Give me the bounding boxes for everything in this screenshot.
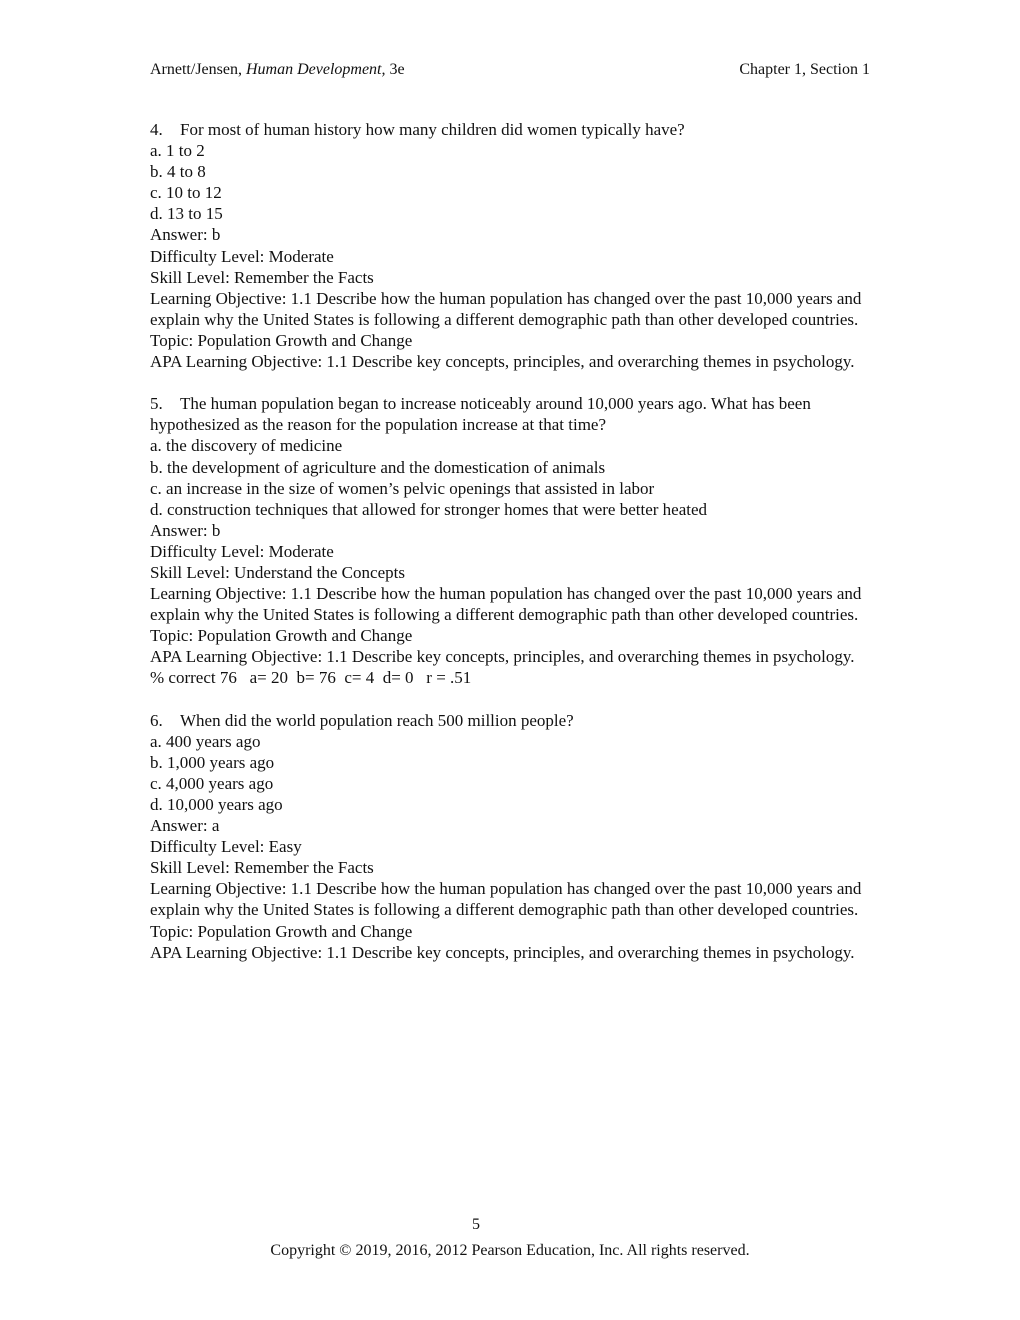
option-a: a. 1 to 2 bbox=[150, 141, 205, 161]
question-list bbox=[150, 119, 870, 963]
question-number: 4. bbox=[150, 120, 163, 139]
option-a: a. 400 years ago bbox=[150, 731, 261, 751]
option-c: c. 4,000 years ago bbox=[150, 773, 274, 793]
question-text: For most of human history how many children did women typically have? bbox=[180, 120, 685, 139]
option-d: d. construction techniques that allowed for stronger homes that were better heated bbox=[150, 499, 708, 519]
running-header bbox=[150, 59, 870, 81]
answer: Answer: b bbox=[150, 520, 221, 540]
skill-level: Skill Level: Understand the Concepts bbox=[150, 562, 405, 582]
header-edition: 3e bbox=[385, 61, 405, 78]
question-text: When did the world population reach 500 million people? bbox=[180, 710, 574, 730]
option-c: c. 10 to 12 bbox=[150, 183, 222, 203]
topic: Topic: Population Growth and Change bbox=[150, 921, 413, 941]
header-citation bbox=[150, 59, 405, 81]
spacer bbox=[150, 372, 870, 393]
option-c: c. an increase in the size of women’s pelvic openings that assisted in labor bbox=[150, 478, 655, 498]
skill-level: Skill Level: Remember the Facts bbox=[150, 858, 374, 878]
option-b: b. the development of agriculture and the domestication of animals bbox=[150, 457, 606, 477]
question-number: 6. bbox=[150, 710, 163, 730]
question-text-line bbox=[150, 119, 870, 140]
question-text: The human population began to increase noticeably around 10,000 years ago. What has been hypothesized as the reason for the population increase at that time? bbox=[150, 394, 811, 435]
question-block bbox=[150, 119, 870, 372]
learning-objective: Learning Objective: 1.1 Describe how the human population has changed over the past 10,000 years and explain why the United States is following a different demographic path than other developed countries. bbox=[150, 584, 862, 625]
question-text-line bbox=[150, 393, 870, 435]
difficulty-level: Difficulty Level: Moderate bbox=[150, 541, 334, 561]
difficulty-level: Difficulty Level: Moderate bbox=[150, 246, 334, 266]
topic: Topic: Population Growth and Change bbox=[150, 330, 413, 350]
apa-learning-objective: APA Learning Objective: 1.1 Describe key concepts, principles, and overarching themes in psychology. bbox=[150, 352, 855, 372]
item-statistics: % correct 76 a= 20 b= 76 c= 4 d= 0 r = .51 bbox=[150, 668, 472, 688]
difficulty-level: Difficulty Level: Easy bbox=[150, 837, 302, 857]
question-block bbox=[150, 393, 870, 688]
learning-objective: Learning Objective: 1.1 Describe how the human population has changed over the past 10,000 years and explain why the United States is following a different demographic path than other developed countries. bbox=[150, 288, 862, 329]
question-block bbox=[150, 710, 870, 963]
topic: Topic: Population Growth and Change bbox=[150, 626, 413, 646]
header-chapter: Chapter 1, Section 1 bbox=[739, 61, 870, 78]
header-book-title: Human Development, bbox=[245, 61, 386, 78]
question-text-line bbox=[150, 710, 870, 731]
option-d: d. 13 to 15 bbox=[150, 204, 223, 224]
option-b: b. 4 to 8 bbox=[150, 162, 206, 182]
option-a: a. the discovery of medicine bbox=[150, 436, 343, 456]
answer: Answer: b bbox=[150, 225, 221, 245]
apa-learning-objective: APA Learning Objective: 1.1 Describe key concepts, principles, and overarching themes in psychology. bbox=[150, 942, 855, 962]
skill-level: Skill Level: Remember the Facts bbox=[150, 267, 374, 287]
option-b: b. 1,000 years ago bbox=[150, 752, 275, 772]
option-d: d. 10,000 years ago bbox=[150, 795, 283, 814]
copyright-notice: Copyright © 2019, 2016, 2012 Pearson Education, Inc. All rights reserved. bbox=[270, 1242, 750, 1259]
apa-learning-objective: APA Learning Objective: 1.1 Describe key concepts, principles, and overarching themes in psychology. bbox=[150, 647, 855, 667]
question-number: 5. bbox=[150, 394, 163, 414]
answer: Answer: a bbox=[150, 816, 220, 836]
spacer bbox=[150, 689, 870, 710]
page-number: 5 bbox=[472, 1216, 480, 1233]
header-authors: Arnett/Jensen, bbox=[150, 61, 246, 78]
learning-objective: Learning Objective: 1.1 Describe how the human population has changed over the past 10,000 years and explain why the United States is following a different demographic path than other developed countries. bbox=[150, 879, 862, 920]
